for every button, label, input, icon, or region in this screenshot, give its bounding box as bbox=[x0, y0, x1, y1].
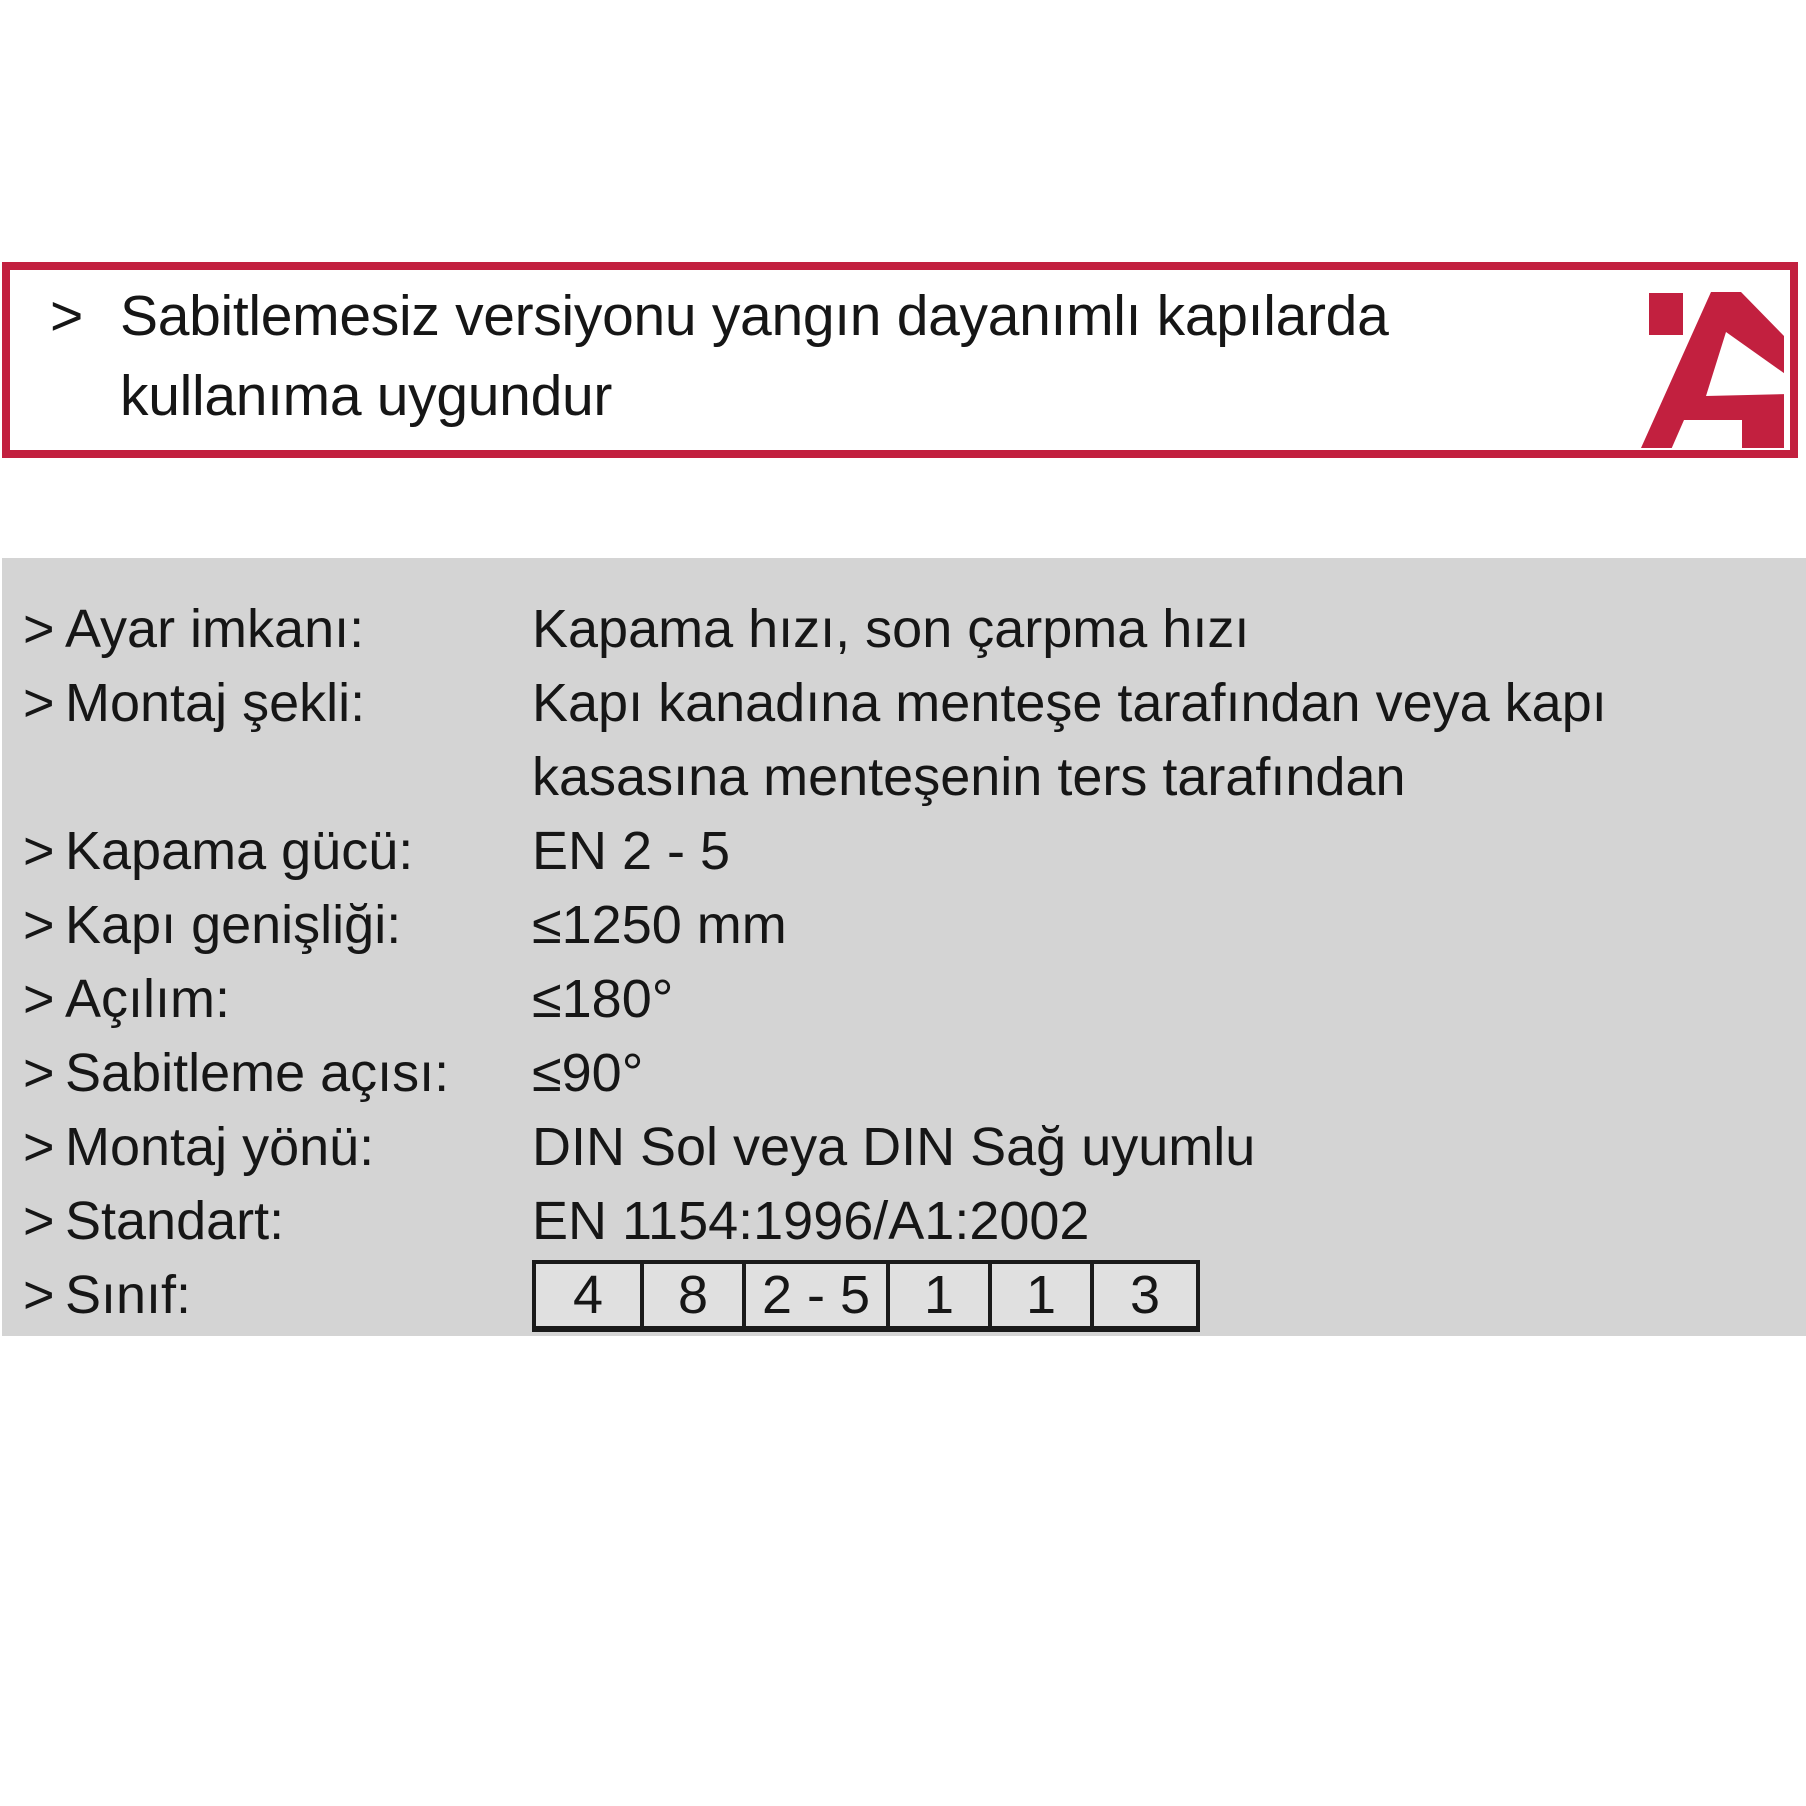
spec-label: Kapı genişliği: bbox=[65, 895, 402, 955]
classification-cell: 3 bbox=[1090, 1264, 1196, 1326]
spec-value: ≤90° bbox=[532, 1043, 644, 1103]
spec-label: Kapama gücü: bbox=[65, 821, 414, 881]
spec-label: Montaj yönü: bbox=[65, 1117, 375, 1177]
spec-value: EN 2 - 5 bbox=[532, 821, 731, 881]
chevron-bullet-icon: > bbox=[23, 969, 55, 1029]
spec-value: EN 1154:1996/A1:2002 bbox=[532, 1191, 1090, 1251]
spec-row-montaj-yonu bbox=[2, 1110, 1806, 1184]
spec-value bbox=[532, 666, 1806, 814]
classification-cell: 4 bbox=[536, 1264, 640, 1326]
chevron-bullet-icon: > bbox=[23, 895, 55, 955]
fire-door-callout-box bbox=[2, 262, 1798, 458]
callout-line-2: kullanıma uygundur bbox=[120, 364, 613, 428]
spec-row-sinif bbox=[2, 1258, 1806, 1332]
spec-label: Ayar imkanı: bbox=[65, 599, 365, 659]
chevron-bullet-icon: > bbox=[23, 1043, 55, 1103]
callout-line-1: Sabitlemesiz versiyonu yangın dayanımlı kapılarda bbox=[120, 284, 1389, 348]
classification-cell: 1 bbox=[988, 1264, 1090, 1326]
spec-value bbox=[532, 1258, 1806, 1332]
chevron-bullet-icon: > bbox=[23, 599, 55, 659]
spec-value: ≤180° bbox=[532, 969, 674, 1029]
spec-row-acilim bbox=[2, 962, 1806, 1036]
chevron-bullet-icon: > bbox=[23, 1191, 55, 1251]
spec-value: Kapama hızı, son çarpma hızı bbox=[532, 599, 1250, 659]
classification-table bbox=[532, 1260, 1200, 1332]
spec-label: Montaj şekli: bbox=[65, 673, 366, 733]
spec-row-ayar-imkani bbox=[2, 592, 1806, 666]
chevron-bullet-icon: > bbox=[50, 284, 83, 348]
spec-row-sabitleme-acisi bbox=[2, 1036, 1806, 1110]
spec-label: Sabitleme açısı: bbox=[65, 1043, 450, 1103]
classification-cell: 8 bbox=[640, 1264, 742, 1326]
spec-row-kapi-genisligi bbox=[2, 888, 1806, 962]
callout-text bbox=[120, 276, 1388, 436]
spec-label: Standart: bbox=[65, 1191, 285, 1251]
chevron-bullet-icon: > bbox=[23, 821, 55, 881]
spec-label: Sınıf: bbox=[65, 1265, 192, 1325]
spec-value-line-2: kasasına menteşenin ters tarafından bbox=[532, 747, 1406, 807]
chevron-bullet-icon: > bbox=[23, 673, 55, 733]
spec-value-line-1: Kapı kanadına menteşe tarafından veya kapı bbox=[532, 673, 1607, 733]
chevron-bullet-icon: > bbox=[23, 1265, 55, 1325]
classification-cell: 1 bbox=[886, 1264, 988, 1326]
spec-row-standart bbox=[2, 1184, 1806, 1258]
classification-cell: 2 - 5 bbox=[742, 1264, 886, 1326]
brand-a-umlaut-logo-icon bbox=[1636, 290, 1784, 450]
specification-panel bbox=[2, 558, 1806, 1336]
spec-value: ≤1250 mm bbox=[532, 895, 787, 955]
chevron-bullet-icon: > bbox=[23, 1117, 55, 1177]
spec-row-montaj-sekli bbox=[2, 666, 1806, 814]
spec-row-kapama-gucu bbox=[2, 814, 1806, 888]
spec-label: Açılım: bbox=[65, 969, 231, 1029]
spec-value: DIN Sol veya DIN Sağ uyumlu bbox=[532, 1117, 1256, 1177]
